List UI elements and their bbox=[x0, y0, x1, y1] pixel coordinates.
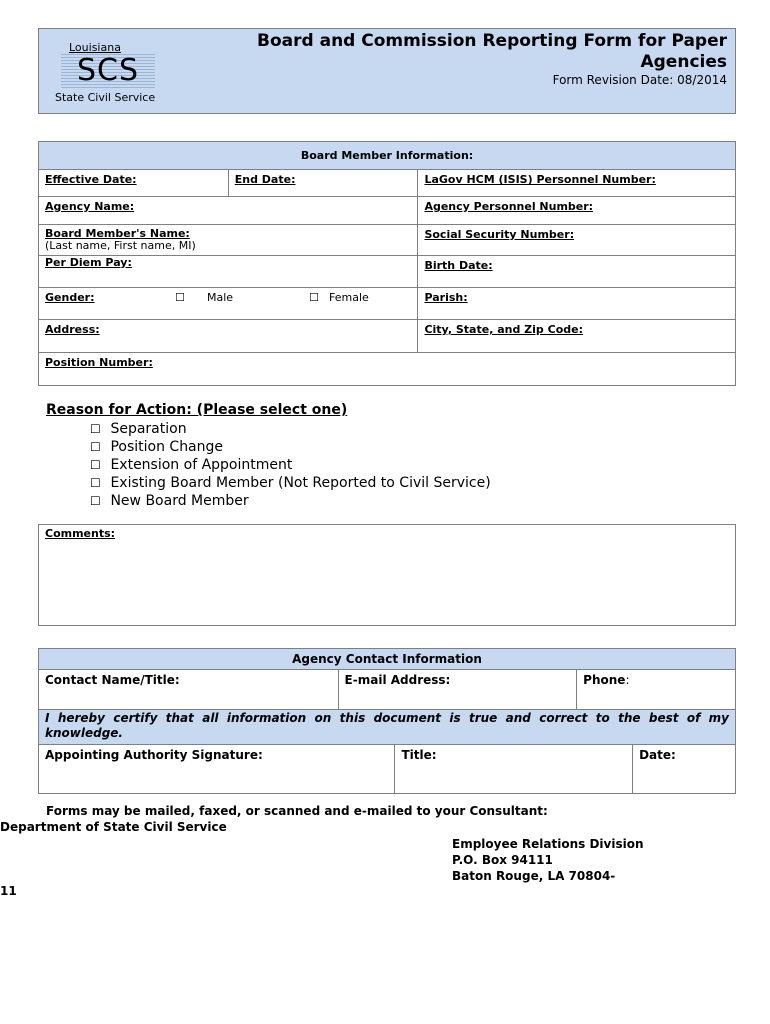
city-state-zip-field[interactable]: City, State, and Zip Code: bbox=[418, 320, 736, 353]
reason-for-action-title: Reason for Action: (Please select one) bbox=[46, 402, 348, 418]
comments-box[interactable] bbox=[38, 524, 736, 626]
position-number-field[interactable]: Position Number: bbox=[39, 353, 736, 386]
signer-title-field[interactable]: Title: bbox=[395, 745, 633, 794]
male-label: Male bbox=[207, 291, 234, 304]
female-checkbox[interactable]: ☐ bbox=[309, 291, 319, 304]
department-name: Department of State Civil Service bbox=[0, 820, 227, 834]
form-title: Board and Commission Reporting Form for Paper Agencies bbox=[257, 31, 727, 72]
agency-name-field[interactable]: Agency Name: bbox=[39, 197, 418, 225]
city-state-zip: Baton Rouge, LA 70804- bbox=[452, 869, 616, 883]
per-diem-pay-field[interactable]: Per Diem Pay: bbox=[39, 256, 418, 288]
scs-logo bbox=[55, 39, 159, 105]
name-format-hint: (Last name, First name, MI) bbox=[45, 239, 196, 252]
division-name: Employee Relations Division bbox=[452, 837, 644, 851]
checkbox-icon: ☐ bbox=[90, 494, 101, 508]
signature-date-field[interactable]: Date: bbox=[633, 745, 736, 794]
birth-date-field[interactable]: Birth Date: bbox=[418, 256, 736, 288]
form-revision-date: Form Revision Date: 08/2014 bbox=[552, 73, 727, 87]
comments-label: Comments: bbox=[45, 527, 116, 540]
lagov-personnel-number-field[interactable]: LaGov HCM (ISIS) Personnel Number: bbox=[418, 170, 736, 197]
parish-field[interactable]: Parish: bbox=[418, 288, 736, 320]
male-checkbox[interactable]: ☐ bbox=[175, 291, 185, 304]
agency-personnel-number-field[interactable]: Agency Personnel Number: bbox=[418, 197, 736, 225]
reason-option-position-change[interactable]: ☐ Position Change bbox=[90, 439, 224, 455]
female-label: Female bbox=[329, 291, 369, 304]
gender-field: Gender: ☐ Male ☐ Female bbox=[39, 288, 418, 320]
logo-state-civil-service-text: State Civil Service bbox=[55, 91, 156, 104]
cropped-text-fragment: 11 bbox=[0, 884, 17, 898]
reason-option-existing-member[interactable]: ☐ Existing Board Member (Not Reported to Civil Service) bbox=[90, 475, 491, 491]
email-address-field[interactable]: E-mail Address: bbox=[338, 670, 577, 710]
agency-contact-table bbox=[38, 648, 736, 794]
mailing-address bbox=[452, 836, 644, 884]
mailing-instructions: Forms may be mailed, faxed, or scanned and e-mailed to your Consultant: bbox=[46, 804, 548, 818]
checkbox-icon: ☐ bbox=[90, 422, 101, 436]
phone-field[interactable]: Phone: bbox=[577, 670, 736, 710]
reason-options-list bbox=[90, 420, 491, 510]
logo-scs-text: SCS bbox=[61, 54, 155, 88]
po-box: P.O. Box 94111 bbox=[452, 853, 553, 867]
checkbox-icon: ☐ bbox=[90, 476, 101, 490]
address-field[interactable]: Address: bbox=[39, 320, 418, 353]
ssn-field[interactable]: Social Security Number: bbox=[418, 225, 736, 256]
end-date-field[interactable]: End Date: bbox=[228, 170, 418, 197]
form-header bbox=[38, 28, 736, 114]
checkbox-icon: ☐ bbox=[90, 458, 101, 472]
board-member-table bbox=[38, 141, 736, 386]
reason-option-extension[interactable]: ☐ Extension of Appointment bbox=[90, 457, 293, 473]
effective-date-field[interactable]: Effective Date: bbox=[39, 170, 229, 197]
agency-contact-heading: Agency Contact Information bbox=[39, 649, 736, 670]
board-member-name-field[interactable]: Board Member's Name: (Last name, First name, MI) bbox=[39, 225, 418, 256]
appointing-authority-signature-field[interactable]: Appointing Authority Signature: bbox=[39, 745, 395, 794]
contact-name-title-field[interactable]: Contact Name/Title: bbox=[39, 670, 339, 710]
logo-louisiana-text: Louisiana bbox=[69, 41, 121, 54]
reason-option-separation[interactable]: ☐ Separation bbox=[90, 421, 187, 437]
board-member-heading: Board Member Information: bbox=[39, 142, 736, 170]
checkbox-icon: ☐ bbox=[90, 440, 101, 454]
certification-statement: I hereby certify that all information on this document is true and correct to the best of my knowledge. bbox=[39, 710, 736, 745]
reason-option-new-member[interactable]: ☐ New Board Member bbox=[90, 493, 249, 509]
